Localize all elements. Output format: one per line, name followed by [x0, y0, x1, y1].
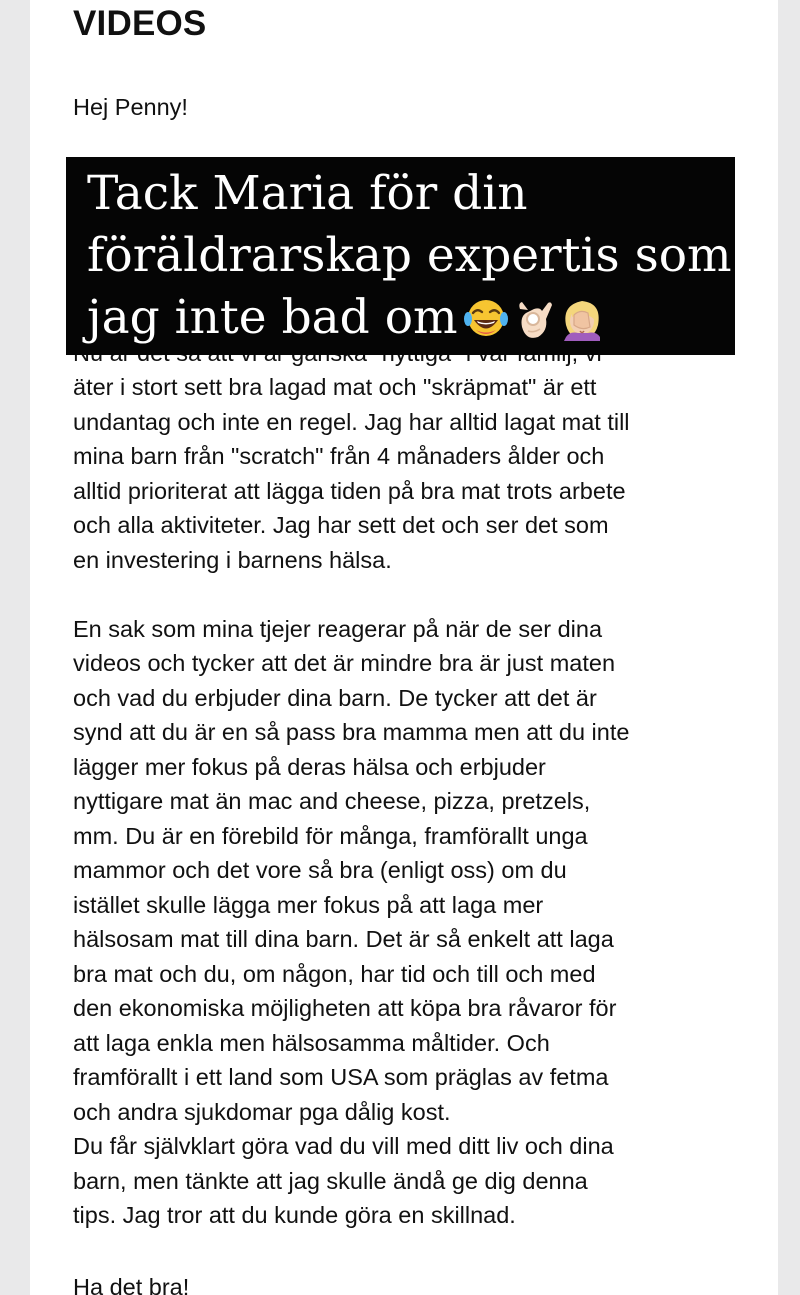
- body-line: tips. Jag tror att du kunde göra en skillnad.: [73, 1202, 516, 1228]
- ok-hand-emoji: [514, 295, 554, 357]
- caption-line-text: jag inte bad om: [87, 290, 458, 345]
- body-line: och alla aktiviteter. Jag har sett det och ser det som: [73, 512, 609, 538]
- body-line: en investering i barnens hälsa.: [73, 546, 392, 573]
- body-line: nyttigare mat än mac and cheese, pizza, pretzels,: [73, 788, 591, 814]
- body-line: den ekonomiska möjligheten att köpa bra råvaror för: [73, 995, 617, 1021]
- body-line: och vad du erbjuder dina barn. De tycker att det är: [73, 684, 597, 711]
- email-body: [73, 370, 773, 1233]
- caption-line: Tack Maria för din: [87, 166, 528, 221]
- body-line: äter i stort sett bra lagad mat och "skräpmat" är ett: [73, 374, 597, 400]
- body-line: bra mat och du, om någon, har tid och till och med: [73, 960, 596, 987]
- caption-line-emoji: [87, 287, 721, 357]
- body-line: istället skulle lägga mer fokus på att laga mer: [73, 891, 544, 918]
- body-line: undantag och inte en regel. Jag har alltid lagat mat till: [73, 408, 630, 435]
- body-line: att laga enkla men hälsosamma måltider. Och: [73, 1029, 550, 1056]
- body-line: barn, men tänkte att jag skulle ändå ge dig denna: [73, 1167, 588, 1194]
- body-line: mm. Du är en förebild för många, framförallt unga: [73, 822, 588, 849]
- body-line: hälsosam mat till dina barn. Det är så enkelt att laga: [73, 926, 614, 952]
- email-heading: VIDEOS: [73, 4, 207, 43]
- signoff: Ha det bra!: [73, 1274, 190, 1295]
- greeting: Hej Penny!: [73, 94, 188, 120]
- body-line: alltid prioriterat att lägga tiden på bra mat trots arbete: [73, 477, 626, 504]
- tears-of-joy-emoji: [464, 295, 508, 357]
- story-caption-overlay: [66, 157, 735, 355]
- body-line: Du får självklart göra vad du vill med ditt liv och dina: [73, 1133, 614, 1159]
- body-line: och andra sjukdomar pga dålig kost.: [73, 1098, 451, 1125]
- body-line: mina barn från "scratch" från 4 månaders ålder och: [73, 443, 605, 469]
- body-line: framförallt i ett land som USA som präglas av fetma: [73, 1064, 609, 1090]
- body-line: synd att du är en så pass bra mamma men att du inte: [73, 719, 630, 745]
- body-line: lägger mer fokus på deras hälsa och erbjuder: [73, 753, 546, 780]
- facepalm-emoji: [560, 295, 604, 357]
- paragraph-gap: [73, 577, 773, 612]
- body-line: mammor och det vore så bra (enligt oss) om du: [73, 857, 567, 883]
- caption-line: föräldrarskap expertis som: [87, 228, 732, 283]
- body-line: En sak som mina tjejer reagerar på när de ser dina: [73, 615, 603, 642]
- body-line: videos och tycker att det är mindre bra är just maten: [73, 650, 616, 676]
